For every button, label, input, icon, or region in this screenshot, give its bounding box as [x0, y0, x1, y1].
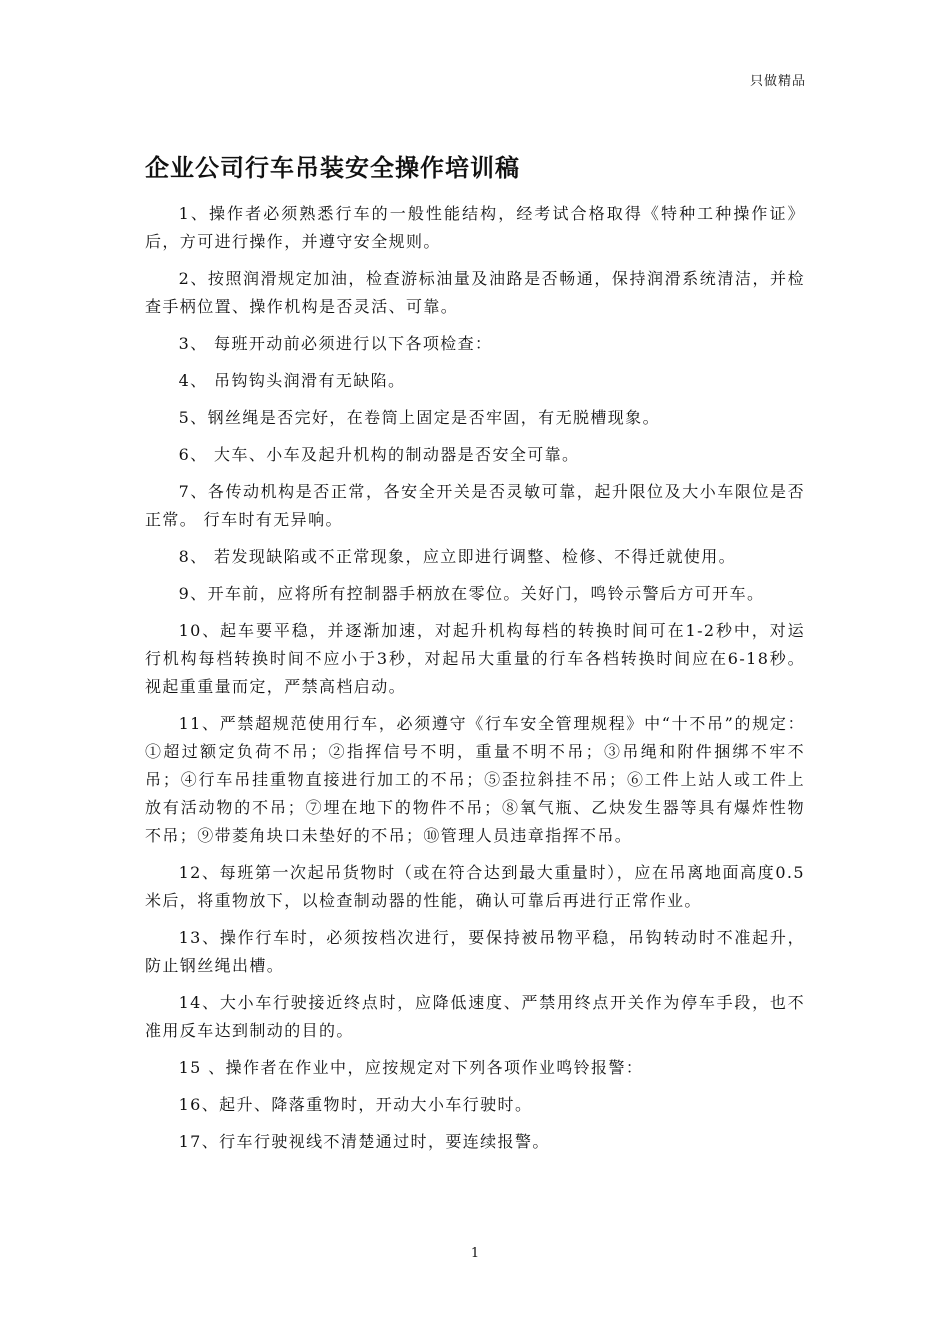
- paragraph-15: 15 、操作者在作业中，应按规定对下列各项作业鸣铃报警：: [178, 1058, 644, 1077]
- paragraph-4: 4、 吊钩钩头润滑有无缺陷。: [178, 371, 406, 390]
- paragraph-11: 11、严禁超规范使用行车，必须遵守《行车安全管理规程》中“十不吊”的规定：①超过额定负荷不吊；②指挥信号不明，重量不明不吊；③吊绳和附件捆绑不牢不吊；④行车吊挂重物直接进行加工的不吊；⑤歪拉斜挂不吊；⑥工件上站人或工件上放有活动物的不吊；⑦埋在地下的物件不吊；⑧氧气瓶、乙炔发生器等具有爆炸性物不吊；⑨带菱角块口未垫好的不吊；⑩管理人员违章指挥不吊。: [145, 714, 805, 845]
- paragraph-17: 17、行车行驶视线不清楚通过时，要连续报警。: [178, 1132, 550, 1151]
- paragraph-7: 7、各传动机构是否正常，各安全开关是否灵敏可靠，起升限位及大小车限位是否正常。 行车时有无异响。: [145, 482, 805, 529]
- paragraph-13: 13、操作行车时，必须按档次进行，要保持被吊物平稳，吊钩转动时不准起升，防止钢丝绳出槽。: [145, 928, 805, 975]
- paragraph-12: 12、每班第一次起吊货物时（或在符合达到最大重量时），应在吊离地面高度0.5米后，将重物放下，以检查制动器的性能，确认可靠后再进行正常作业。: [145, 863, 805, 910]
- document-title: 企业公司行车吊装安全操作培训稿: [145, 153, 520, 182]
- header-note: 只做精品: [749, 74, 806, 89]
- paragraph-5: 5、钢丝绳是否完好，在卷筒上固定是否牢固，有无脱槽现象。: [178, 408, 660, 427]
- paragraph-1: 1、操作者必须熟悉行车的一般性能结构，经考试合格取得《特种工种操作证》后，方可进行操作，并遵守安全规则。: [145, 204, 805, 251]
- paragraph-6: 6、 大车、小车及起升机构的制动器是否安全可靠。: [178, 445, 580, 464]
- paragraph-2: 2、按照润滑规定加油，检查游标油量及油路是否畅通，保持润滑系统清洁，并检查手柄位置、操作机构是否灵活、可靠。: [145, 269, 805, 316]
- document-body: [145, 200, 805, 1165]
- paragraph-8: 8、 若发现缺陷或不正常现象，应立即进行调整、检修、不得迁就使用。: [178, 547, 737, 566]
- paragraph-10: 10、起车要平稳，并逐渐加速，对起升机构每档的转换时间可在1-2秒中，对运行机构每档转换时间不应小于3秒，对起吊大重量的行车各档转换时间应在6-18秒。视起重重量而定，严禁高档启动。: [145, 621, 805, 696]
- paragraph-14: 14、大小车行驶接近终点时，应降低速度、严禁用终点开关作为停车手段，也不准用反车达到制动的目的。: [145, 993, 805, 1040]
- paragraph-9: 9、开车前，应将所有控制器手柄放在零位。关好门，鸣铃示警后方可开车。: [178, 584, 765, 603]
- paragraph-3: 3、 每班开动前必须进行以下各项检查：: [178, 334, 493, 353]
- paragraph-16: 16、起升、降落重物时，开动大小车行驶时。: [178, 1095, 533, 1114]
- page-number: 1: [470, 1246, 480, 1261]
